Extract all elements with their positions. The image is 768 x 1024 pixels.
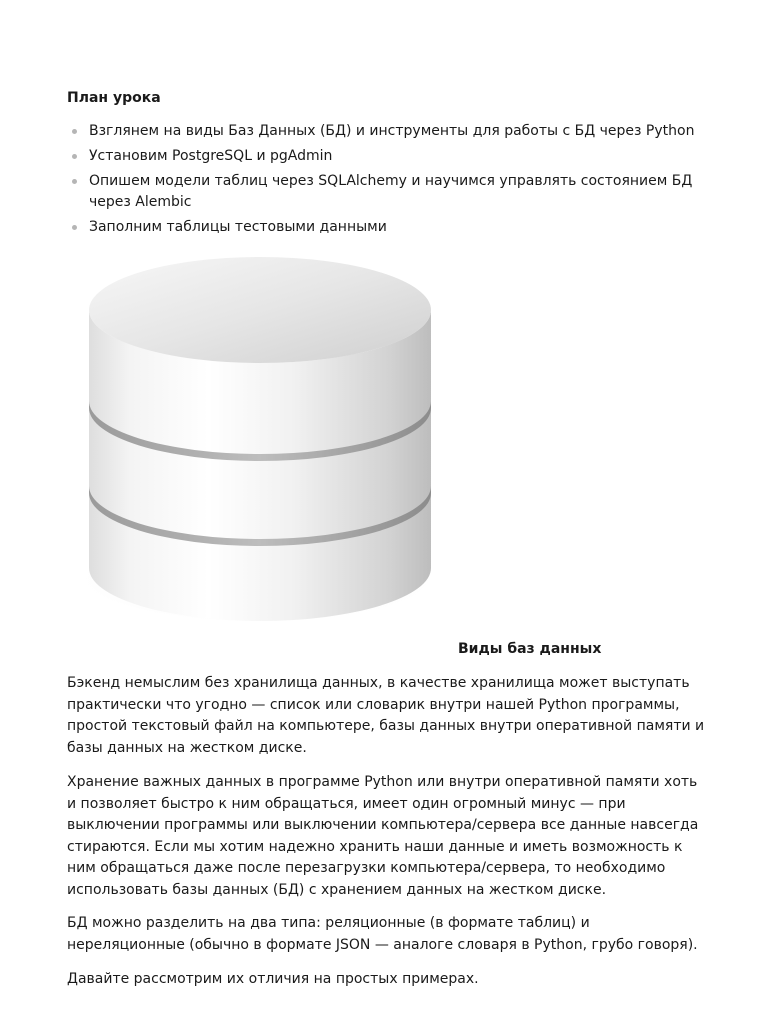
figure-caption: Виды баз данных — [458, 641, 602, 657]
bullet-icon — [72, 225, 77, 230]
bullet-icon — [72, 129, 77, 134]
paragraph: Бэкенд немыслим без хранилища данных, в качестве хранилища может выступать практически что угодно — список или словарик внутри нашей Python программы, простой текстовый файл на компьютере, базы данных внутри оперативной памяти и базы данных на жестком диске. — [67, 675, 705, 756]
list-item-text: Установим PostgreSQL и pgAdmin — [89, 148, 333, 164]
list-item-text: Опишем модели таблиц через SQLAlchemy и научимся управлять состоянием БД через Alembic — [89, 173, 693, 210]
list-item — [67, 217, 697, 238]
paragraph: БД можно разделить на два типа: реляционные (в формате таблиц) и нереляционные (обычно в формате JSON — аналоге словаря в Python, грубо говоря). — [67, 915, 698, 953]
list-item — [67, 171, 697, 213]
list-item-text: Взглянем на виды Баз Данных (БД) и инструменты для работы с БД через Python — [89, 123, 695, 139]
list-item-text: Заполним таблицы тестовыми данными — [89, 219, 387, 235]
database-icon — [75, 248, 445, 633]
paragraph: Хранение важных данных в программе Python или внутри оперативной памяти хоть и позволяет быстро к ним обращаться, имеет один огромный минус — при выключении программы или выключении компьютера/сервера все данные навсегда стираются. Если мы хотим надежно хранить наши данные и иметь возможность к ним обращаться даже после перезагрузки компьютера/сервера, то необходимо использовать базы данных (БД) с хранением данных на жестком диске. — [67, 774, 699, 898]
paragraph: Давайте рассмотрим их отличия на простых примерах. — [67, 971, 479, 987]
plan-list — [67, 121, 697, 242]
bullet-icon — [72, 179, 77, 184]
bullet-icon — [72, 154, 77, 159]
list-item — [67, 146, 697, 167]
plan-title: План урока — [67, 90, 161, 106]
list-item — [67, 121, 697, 142]
